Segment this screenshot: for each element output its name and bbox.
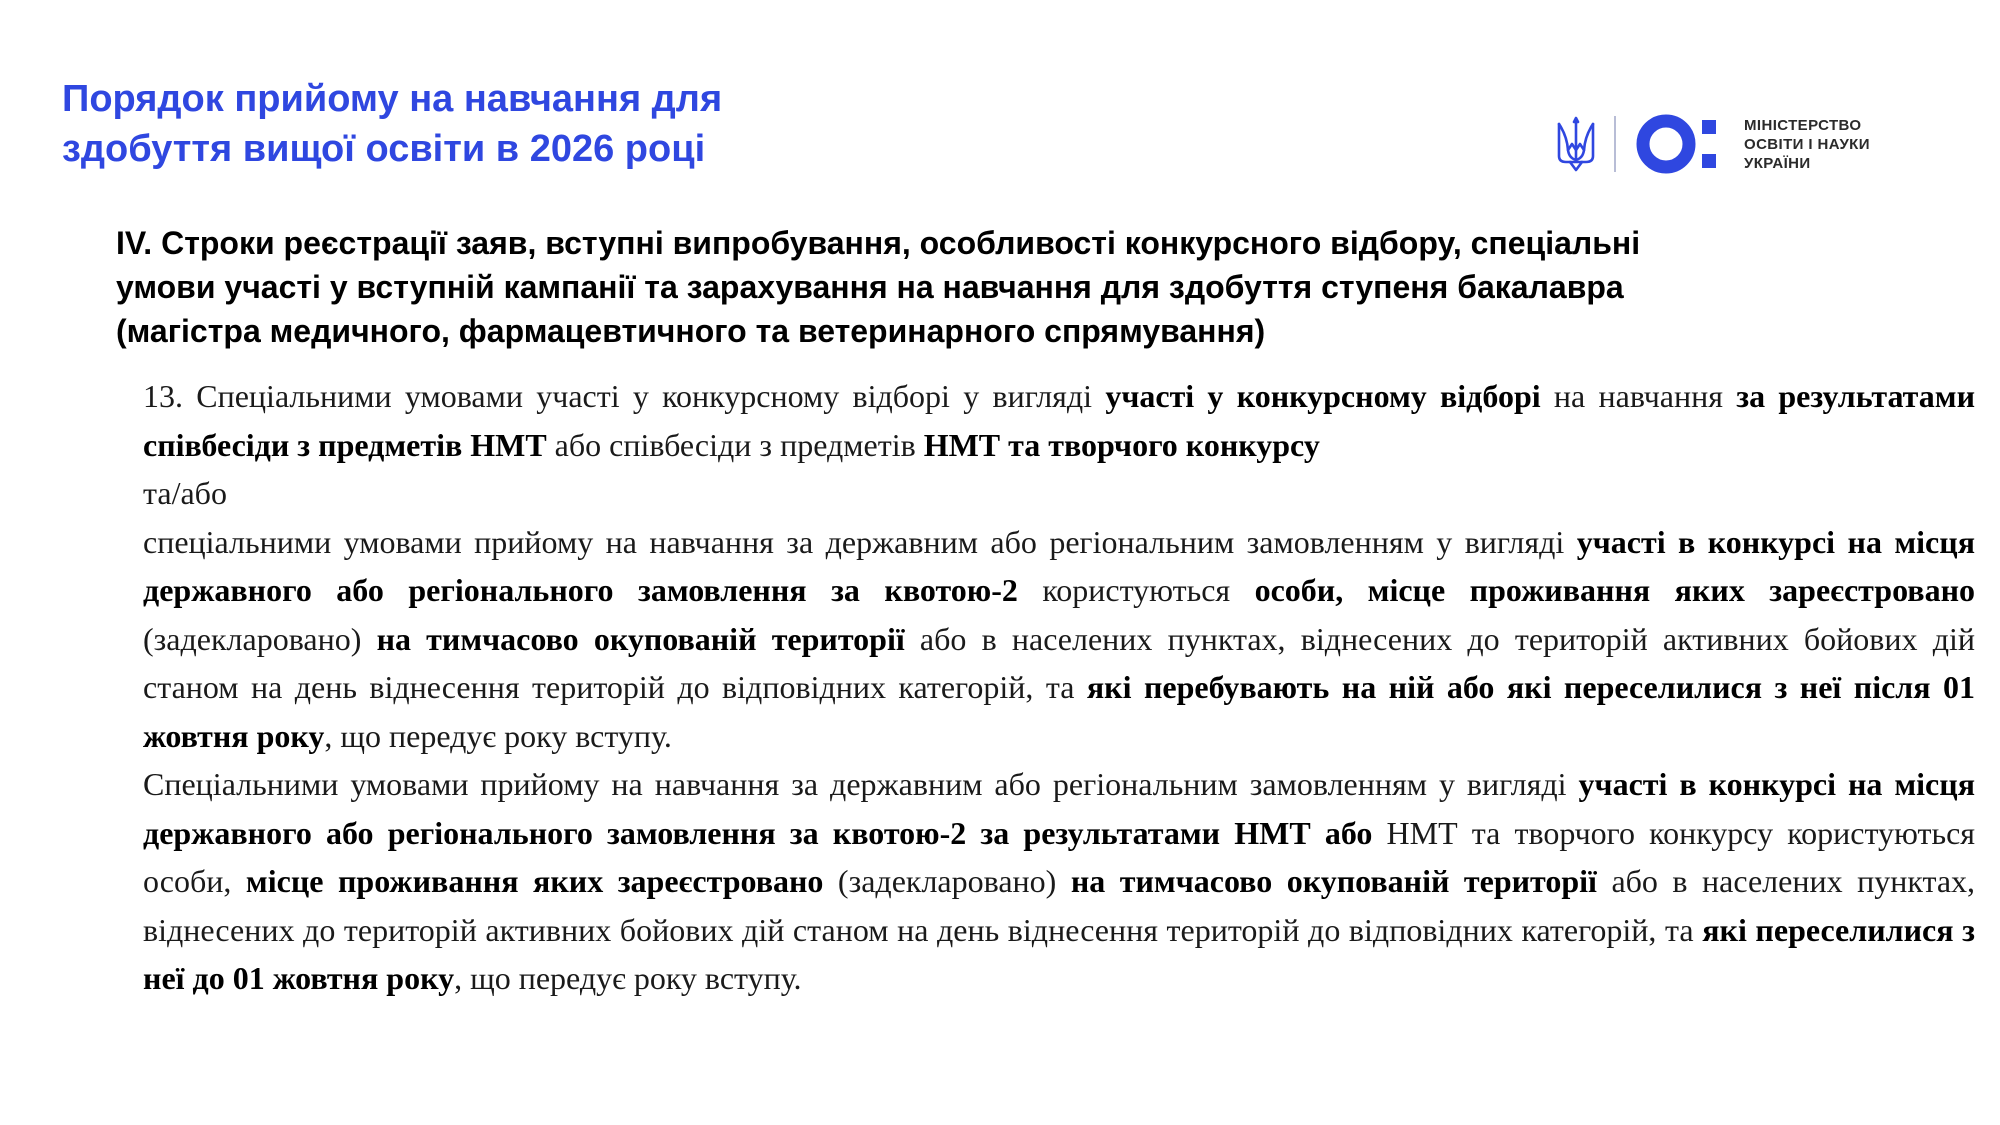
text-run: або в населених пунктах, віднесених до територій активних бойових дій станом на день віднесення територій до відповідних категорій, та	[143, 620, 1976, 705]
text-run: Спеціальними умовами прийому на навчання за державним або регіональним замовленням у вигляді	[143, 766, 1579, 802]
text-run: НМТ та творчого конкурсу користуються особи,	[143, 814, 1976, 899]
bold-run: за результатами співбесіди з предметів НМТ	[143, 378, 1976, 463]
ministry-name-line: УКРАЇНИ	[1744, 154, 1811, 172]
text-run: або в населених пунктах, віднесених до територій активних бойових дій станом на день віднесення територій до відповідних категорій, та	[143, 863, 1976, 948]
page-title-line: Порядок прийому на навчання для	[62, 78, 723, 120]
ministry-name-line: ОСВІТИ І НАУКИ	[1744, 135, 1870, 153]
section-heading	[116, 221, 1966, 353]
paragraph-quota-nmt	[143, 760, 1975, 1003]
paragraph-connector	[143, 469, 1975, 518]
ministry-name	[1744, 116, 1870, 173]
text-run: або співбесіди з предметів	[546, 426, 924, 463]
text-run: на навчання	[1540, 378, 1737, 414]
bold-run: місце проживання яких зареєстровано	[245, 863, 824, 899]
ministry-name-line: МІНІСТЕРСТВО	[1744, 116, 1862, 134]
trident-icon	[1555, 116, 1597, 172]
paragraph-13	[143, 372, 1975, 469]
page-title-line: здобуття вищої освіти в 2026 році	[62, 128, 706, 170]
section-heading-line: умови участі у вступній кампанії та зарахування на навчання для здобуття ступеня бакалавра	[116, 269, 1624, 305]
section-heading-line: (магістра медичного, фармацевтичного та ветеринарного спрямування)	[116, 313, 1266, 349]
text-run: спеціальними умовами прийому на навчання за державним або регіональним замовленням у вигляді	[143, 523, 1577, 560]
ministry-logo	[1555, 112, 1870, 176]
bold-run: на тимчасово окупованій території	[376, 620, 905, 657]
paragraph-quota-conditions	[143, 518, 1975, 761]
bold-run: які перебувають на ній або які переселилися з неї після 01 жовтня року	[143, 669, 1976, 754]
bold-run: які переселилися з неї до 01 жовтня року	[143, 911, 1976, 996]
page-title	[62, 74, 1062, 174]
section-heading-line: IV. Строки реєстрації заяв, вступні випробування, особливості конкурсного відбору, спеціальні	[116, 225, 1641, 261]
text-run: 13. Спеціальними умовами участі у конкурсному відборі у вигляді	[143, 378, 1106, 414]
text-run: (задекларовано)	[823, 863, 1071, 899]
body-text	[143, 372, 1975, 1003]
bold-run: на тимчасово окупованій території	[1070, 863, 1597, 899]
text-run: (задекларовано)	[143, 620, 377, 657]
text-run: користуються	[1017, 572, 1255, 608]
bold-run: НМТ та творчого конкурсу	[923, 426, 1320, 463]
bold-run: участі в конкурсі на місця державного або регіонального замовлення за квотою-2	[143, 523, 1976, 608]
ministry-mark-icon	[1636, 114, 1726, 174]
text-run: , що передує року вступу.	[454, 960, 802, 996]
text-run: та/або	[143, 475, 227, 511]
text-run: , що передує року вступу.	[324, 717, 672, 754]
bold-run: участі в конкурсі на місця державного або регіонального замовлення за квотою-2 за результатами НМТ або	[143, 766, 1976, 851]
logo-divider	[1614, 116, 1616, 172]
bold-run: особи, місце проживання яких зареєстровано	[1254, 572, 1975, 608]
bold-run: участі у конкурсному відборі	[1105, 378, 1541, 414]
